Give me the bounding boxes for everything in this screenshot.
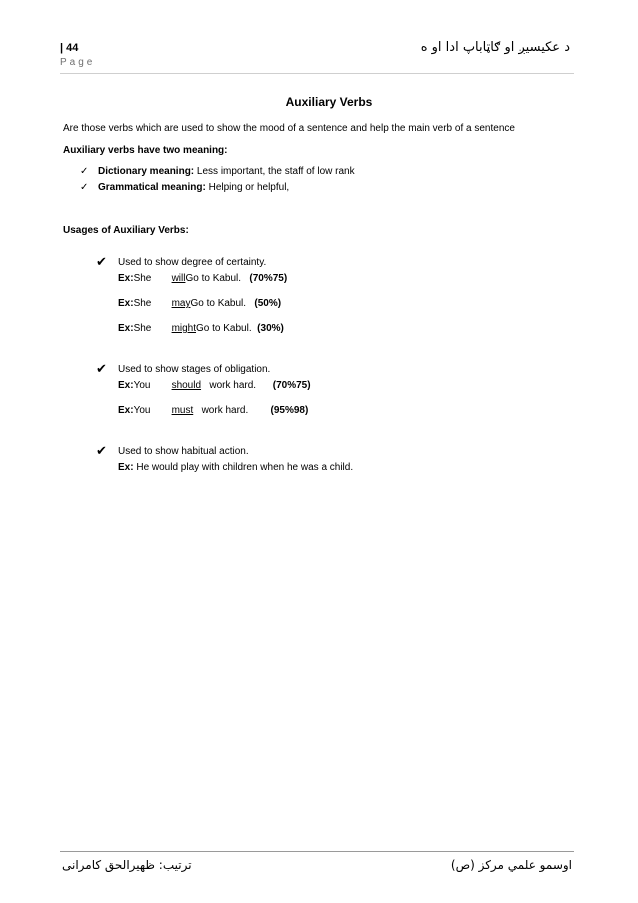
check-icon: ✓: [80, 166, 89, 177]
example-subject: You: [133, 405, 151, 416]
page-number: | 44: [60, 42, 79, 54]
example-line: [118, 402, 563, 418]
usage-description: Used to show stages of obligation.: [118, 364, 271, 375]
example-percentage: (70%75): [249, 273, 288, 284]
usage-description: Used to show habitual action.: [118, 446, 249, 457]
example-line: [118, 320, 563, 336]
usage-block-certainty: [63, 254, 563, 336]
document-body: [63, 120, 563, 475]
example-auxiliary: should: [171, 380, 202, 391]
example-subject: You: [133, 380, 151, 391]
meaning-item: [63, 163, 563, 179]
meanings-list: [63, 163, 563, 195]
example-line: [118, 459, 563, 475]
example-rest: Go to Kabul.: [190, 298, 247, 309]
example-percentage: (50%): [254, 298, 282, 309]
example-percentage: (95%98): [270, 405, 309, 416]
example-label: Ex:: [118, 405, 134, 416]
usage-block-obligation: [63, 361, 563, 418]
meaning-text: Helping or helpful,: [205, 182, 290, 193]
footer-divider: [60, 851, 574, 852]
example-percentage: (70%75): [272, 380, 311, 391]
page-title: Auxiliary Verbs: [285, 95, 373, 109]
meaning-label: Dictionary meaning:: [98, 166, 195, 177]
meaning-text: Less important, the staff of low rank: [194, 166, 355, 177]
example-line: [118, 295, 563, 311]
example-label: Ex:: [118, 298, 134, 309]
usage-block-habitual: [63, 443, 563, 475]
header-script-title: د عکیسیږ او ګاټاباپ ادا او ه: [420, 40, 570, 55]
example-rest: work hard.: [201, 405, 249, 416]
page-label: Page: [60, 57, 96, 68]
example-line: [118, 377, 563, 393]
example-label: Ex:: [118, 380, 134, 391]
example-rest: Go to Kabul.: [196, 323, 252, 334]
header-divider: [60, 73, 574, 74]
check-icon: ✔: [96, 254, 107, 269]
example-subject: She: [133, 298, 152, 309]
check-icon: ✓: [80, 182, 89, 193]
example-subject: She: [133, 323, 152, 334]
example-label: Ex:: [118, 273, 134, 284]
example-rest: work hard.: [209, 380, 257, 391]
usage-description: Used to show degree of certainty.: [118, 257, 267, 268]
example-auxiliary: must: [171, 405, 194, 416]
example-auxiliary: may: [171, 298, 191, 309]
footer-author-script: ترتیب: ظهیرالحق کامرانی: [62, 858, 192, 872]
intro-paragraph: Are those verbs which are used to show the mood of a sentence and help the main verb of a sentence: [63, 123, 515, 134]
example-rest: Go to Kabul.: [185, 273, 242, 284]
meanings-heading: Auxiliary verbs have two meaning:: [63, 145, 228, 156]
usages-heading: Usages of Auxiliary Verbs:: [63, 225, 189, 236]
example-label: Ex:: [118, 323, 134, 334]
example-percentage: (30%): [257, 323, 284, 334]
check-icon: ✔: [96, 361, 107, 376]
example-auxiliary: will: [171, 273, 186, 284]
meaning-item: [63, 179, 563, 195]
example-label: Ex:: [118, 462, 134, 473]
meaning-label: Grammatical meaning:: [98, 182, 206, 193]
example-text: He would play with children when he was a child.: [133, 462, 354, 473]
example-auxiliary: might: [171, 323, 197, 334]
check-icon: ✔: [96, 443, 107, 458]
example-subject: She: [133, 273, 152, 284]
footer-center-script: اوسمو علمي مرکز (ص): [450, 858, 572, 872]
example-line: [118, 270, 563, 286]
